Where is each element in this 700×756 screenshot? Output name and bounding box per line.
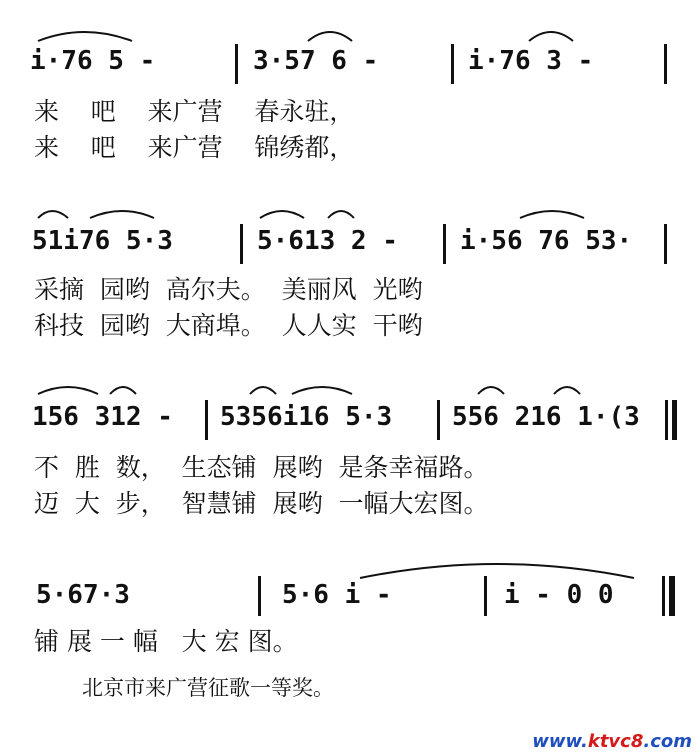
- slur-mark: [258, 206, 308, 220]
- slur-mark: [36, 27, 136, 43]
- measure-notes: 3·57 6 -: [253, 46, 379, 76]
- slur-mark: [108, 382, 140, 396]
- barline: [484, 576, 487, 616]
- barline: [235, 44, 238, 84]
- lyric-line-2: 迈 大 步， 智慧铺 展哟 一幅大宏图。: [34, 489, 489, 518]
- barline: [205, 400, 208, 440]
- barline: [437, 400, 440, 440]
- lyric-line-2: 科技 园哟 大商埠。 人人实 干哟: [34, 311, 423, 340]
- watermark-suffix: .com: [643, 731, 692, 752]
- watermark-prefix: www.: [532, 731, 588, 752]
- lyric-line-1: 采摘 园哟 高尔夫。 美丽风 光哟: [34, 275, 423, 304]
- barline: [258, 576, 261, 616]
- slur-mark: [518, 206, 588, 220]
- measure-notes: 5356i16 5·3: [220, 402, 393, 432]
- slur-mark: [552, 382, 584, 396]
- slur-mark: [358, 558, 638, 580]
- final-barline-thick: [669, 576, 675, 616]
- repeat-barline: [665, 400, 668, 440]
- barline: [664, 44, 667, 84]
- site-watermark: [532, 731, 692, 752]
- measure-notes: 51i76 5·3: [32, 226, 173, 256]
- watermark-brand: ktvc8: [587, 731, 644, 752]
- measure-notes: i - 0 0: [504, 580, 614, 610]
- lyric-line-1: 不 胜 数， 生态铺 展哟 是条幸福路。: [34, 453, 489, 482]
- measure-notes: 5·613 2 -: [257, 226, 398, 256]
- lyric-line-2: 来 吧 来广营 锦绣都，: [34, 133, 355, 162]
- measure-notes: 156 312 -: [32, 402, 173, 432]
- slur-mark: [527, 27, 577, 43]
- lyric-line-1: 铺 展 一 幅 大 宏 图。: [34, 627, 298, 656]
- slur-mark: [306, 27, 356, 43]
- measure-notes: i·76 3 -: [468, 46, 594, 76]
- measure-notes: i·56 76 53·: [460, 226, 633, 256]
- slur-mark: [88, 206, 158, 220]
- slur-mark: [326, 206, 358, 220]
- slur-mark: [248, 382, 280, 396]
- lyric-line-1: 来 吧 来广营 春永驻，: [34, 97, 355, 126]
- repeat-barline-thick: [672, 400, 677, 440]
- measure-notes: i·76 5 -: [30, 46, 156, 76]
- barline: [443, 224, 446, 264]
- slur-mark: [36, 206, 72, 220]
- measure-notes: 5·67·3: [36, 580, 130, 610]
- final-barline-thin: [662, 576, 665, 616]
- barline: [240, 224, 243, 264]
- slur-mark: [476, 382, 508, 396]
- slur-mark: [290, 382, 356, 396]
- measure-notes: 556 216 1·(3: [452, 402, 640, 432]
- award-caption: 北京市来广营征歌一等奖。: [82, 676, 334, 700]
- slur-mark: [36, 382, 102, 396]
- barline: [451, 44, 454, 84]
- barline: [664, 224, 667, 264]
- measure-notes: 5·6 i -: [282, 580, 392, 610]
